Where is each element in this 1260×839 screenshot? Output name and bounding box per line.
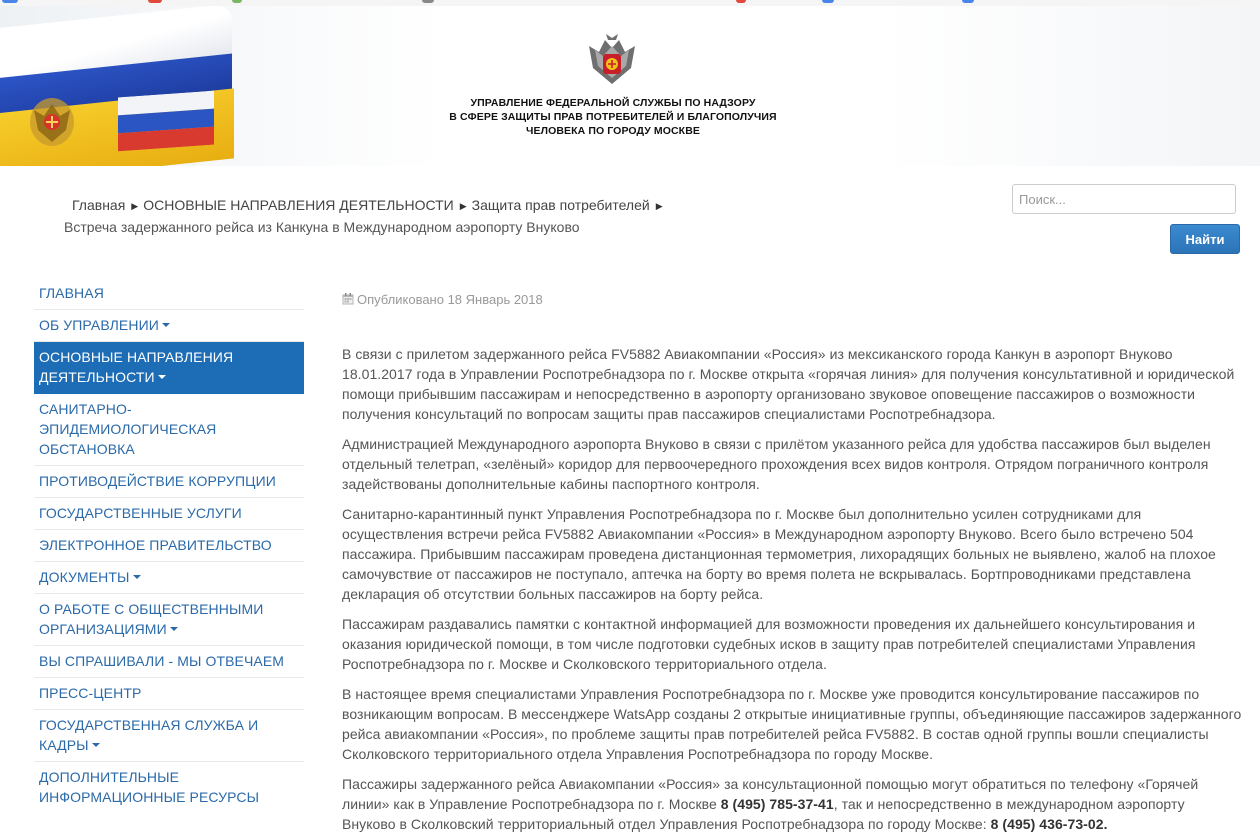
breadcrumb-consumer-protection[interactable]: Защита прав потребителей: [471, 197, 650, 213]
sidebar-item-e-government[interactable]: [34, 530, 304, 562]
sidebar-item-documents[interactable]: [34, 562, 304, 594]
sidebar-item-label: ПРЕСС-ЦЕНТР: [39, 685, 142, 701]
calendar-icon: [342, 293, 354, 305]
article-paragraph: Пассажирам раздавались памятки с контактной информацией для возможности проведения их дальнейшего консультирования и оказания юридической помощи, в том числе подготовки судебных исков в защиту прав потребителей специалистами Управления Роспотребнадзора по г. Москве и Сколковского территориального отдела.: [342, 616, 1196, 672]
emblem-left-icon: [26, 92, 78, 150]
sidebar-item-label: ГОСУДАРСТВЕННЫЕ УСЛУГИ: [39, 505, 242, 521]
search-button[interactable]: Найти: [1170, 224, 1240, 254]
caret-down-icon: [92, 743, 100, 747]
sidebar-item-label: ГОСУДАРСТВЕННАЯ СЛУЖБА И КАДРЫ: [39, 717, 259, 753]
org-title-line-2: В СФЕРЕ ЗАЩИТЫ ПРАВ ПОТРЕБИТЕЛЕЙ И БЛАГОПОЛУЧИЯ: [449, 111, 777, 123]
sidebar-item-label: ОБ УПРАВЛЕНИИ: [39, 317, 159, 333]
contacts-text-1: Пассажиры задержанного рейса Авиакомпании «Россия» за консультационной помощью могут обратиться по телефону «Горячей линии» как в Управление Роспотребнадзора по г. Москве: [342, 776, 1199, 812]
article-body: [342, 344, 1242, 834]
sidebar-item-civil-service[interactable]: [34, 710, 304, 762]
published-date: [342, 290, 1242, 310]
sidebar-item-additional-resources[interactable]: [34, 762, 304, 813]
article-paragraph-contacts: [342, 774, 1242, 834]
caret-down-icon: [162, 323, 170, 327]
caret-down-icon: [158, 375, 166, 379]
sidebar-item-anti-corruption[interactable]: [34, 466, 304, 498]
sidebar-item-label: О РАБОТЕ С ОБЩЕСТВЕННЫМИ ОРГАНИЗАЦИЯМИ: [39, 601, 264, 637]
breadcrumb-current: Встреча задержанного рейса из Канкуна в Международном аэропорту Внуково: [64, 219, 580, 235]
article-paragraph: Санитарно-карантинный пункт Управления Роспотребнадзора по г. Москве был дополнительно усилен сотрудниками для осуществления встречи рейса FV5882 Авиакомпании «Россия» в Международном аэропорту Внуково. Всего было встречено 504 пассажира. Прибывшим пассажирам проведена дистанционная термометрия, лихорадящих больных не выявлено, жалоб на плохое самочувствие от пассажиров не поступало, аптечка на борту во время полета не вскрывалась. Бортпроводниками представлена декларация об отсутствии больных пассажиров на борту рейса.: [342, 506, 1216, 602]
published-date-text: Опубликовано 18 Январь 2018: [357, 292, 543, 307]
sidebar-item-label: ГЛАВНАЯ: [39, 285, 104, 301]
triangle-right-icon: ▶: [459, 201, 467, 211]
search-input[interactable]: [1012, 184, 1236, 214]
contacts-text-2: , так и непосредственно в международном аэропорту Внуково в Сколковский территориальный отдел Управления Роспотребнадзора по городу Москве:: [342, 796, 1185, 832]
sidebar-item-label: ПРОТИВОДЕЙСТВИЕ КОРРУПЦИИ: [39, 473, 276, 489]
breadcrumb: [60, 195, 700, 237]
sidebar-item-label: ОСНОВНЫЕ НАПРАВЛЕНИЯ ДЕЯТЕЛЬНОСТИ: [39, 349, 234, 385]
org-title-line-3: ЧЕЛОВЕКА ПО ГОРОДУ МОСКВЕ: [526, 125, 700, 137]
triangle-right-icon: ▶: [655, 201, 663, 211]
rospotrebnadzor-emblem-icon: [585, 32, 639, 90]
article-paragraph: Администрацией Международного аэропорта Внуково в связи с прилётом указанного рейса для удобства пассажиров был выделен отдельный телетрап, «зелёный» коридор для первоочередного прохождения всех видов контроля. Отрядом пограничного контроля задействованы дополнительные кабины паспортного контроля.: [342, 436, 1211, 492]
article-paragraph: В настоящее время специалистами Управления Роспотребнадзора по г. Москве уже проводится консультирование пассажиров по возникающим вопросам. В мессенджере WatsApp созданы 2 открытые инициативные группы, объединяющие пассажиров задержанного рейса авиакомпании «Россия», по проблеме защиты прав потребителей рейса FV5882. В состав одной группы вошли специалисты Сколковского территориального отдела Управления Роспотребнадзора по городу Москве.: [342, 686, 1242, 762]
sidebar-item-label: САНИТАРНО-ЭПИДЕМИОЛОГИЧЕСКАЯ ОБСТАНОВКА: [39, 401, 217, 457]
hotline-phone-main: 8 (495) 785-37-41: [720, 796, 834, 812]
organization-title: [420, 96, 806, 138]
org-title-line-1: УПРАВЛЕНИЕ ФЕДЕРАЛЬНОЙ СЛУЖБЫ ПО НАДЗОРУ: [470, 97, 756, 109]
caret-down-icon: [170, 627, 178, 631]
sidebar-item-sanitary-situation[interactable]: [34, 394, 304, 466]
sidebar-item-label: ВЫ СПРАШИВАЛИ - МЫ ОТВЕЧАЕМ: [39, 653, 285, 669]
article-content: [342, 290, 1242, 839]
site-header: [0, 6, 1260, 166]
breadcrumb-main-activities[interactable]: ОСНОВНЫЕ НАПРАВЛЕНИЯ ДЕЯТЕЛЬНОСТИ: [143, 197, 454, 213]
caret-down-icon: [133, 575, 141, 579]
hotline-phone-skolkovo: 8 (495) 436-73-02.: [990, 816, 1108, 832]
sidebar-item-label: ДОКУМЕНТЫ: [39, 569, 130, 585]
sidebar-item-faq[interactable]: [34, 646, 304, 678]
sidebar-menu: [34, 278, 304, 813]
sidebar-item-about[interactable]: [34, 310, 304, 342]
sidebar-item-label: ДОПОЛНИТЕЛЬНЫЕ ИНФОРМАЦИОННЫЕ РЕСУРСЫ: [39, 769, 260, 805]
sidebar-item-main-activities[interactable]: [34, 342, 304, 394]
triangle-right-icon: ▶: [131, 201, 139, 211]
article-paragraph: В связи с прилетом задержанного рейса FV5882 Авиакомпании «Россия» из мексиканского города Канкун в аэропорт Внуково 18.01.2017 года в Управлении Роспотребнадзора по г. Москве открыта «горячая линия» для получения консультативной и юридической помощи прибывшим пассажирам и непосредственно в аэропорту организовано звуковое оповещение пассажиров о возможности получения консультаций по вопросам защиты прав пассажиров специалистами Роспотребнадзора.: [342, 346, 1235, 422]
sidebar-item-press-center[interactable]: [34, 678, 304, 710]
sidebar-item-public-services[interactable]: [34, 498, 304, 530]
breadcrumb-home[interactable]: Главная: [72, 197, 126, 213]
small-flag: [118, 91, 214, 152]
sidebar-item-public-organizations[interactable]: [34, 594, 304, 646]
sidebar-item-label: ЭЛЕКТРОННОЕ ПРАВИТЕЛЬСТВО: [39, 537, 272, 553]
sidebar-item-home[interactable]: [34, 278, 304, 310]
